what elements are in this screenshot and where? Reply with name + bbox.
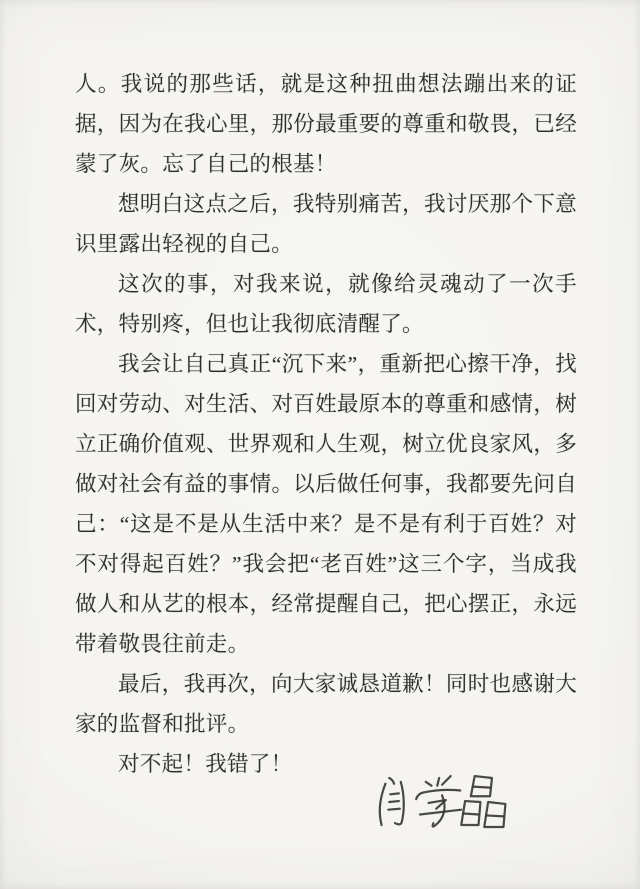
letter-paragraph: 想明白这点之后，我特别痛苦，我讨厌那个下意识里露出轻视的自己。 [75,192,577,256]
letter-paragraph: 人。我说的那些话，就是这种扭曲想法蹦出来的证据，因为在我心里，那份最重要的尊重和敬畏，已经蒙了灰。忘了自己的根基！ [75,72,577,176]
letter-paragraph: 我会让自己真正“沉下来”，重新把心擦干净，找回对劳动、对生活、对百姓最原本的尊重和感情，树立正确价值观、世界观和人生观，树立优良家风，多做对社会有益的事情。以后做任何事，我都要先问自己：“这是不是从生活中来？是不是有利于百姓？对不对得起百姓？”我会把“老百姓”这三个字，当成我做人和从艺的根本，经常提醒自己，把心摆正，永远带着敬畏往前走。 [75,352,577,656]
letter-paragraph: 这次的事，对我来说，就像给灵魂动了一次手术，特别疼，但也让我彻底清醒了。 [75,272,577,336]
letter-paragraph: 对不起！我错了！ [118,752,293,776]
letter-body [75,64,577,784]
signature-handwriting-icon [371,769,515,835]
signature-block [371,769,515,835]
letter-paragraph: 最后，我再次，向大家诚恳道歉！同时也感谢大家的监督和批评。 [75,672,577,736]
